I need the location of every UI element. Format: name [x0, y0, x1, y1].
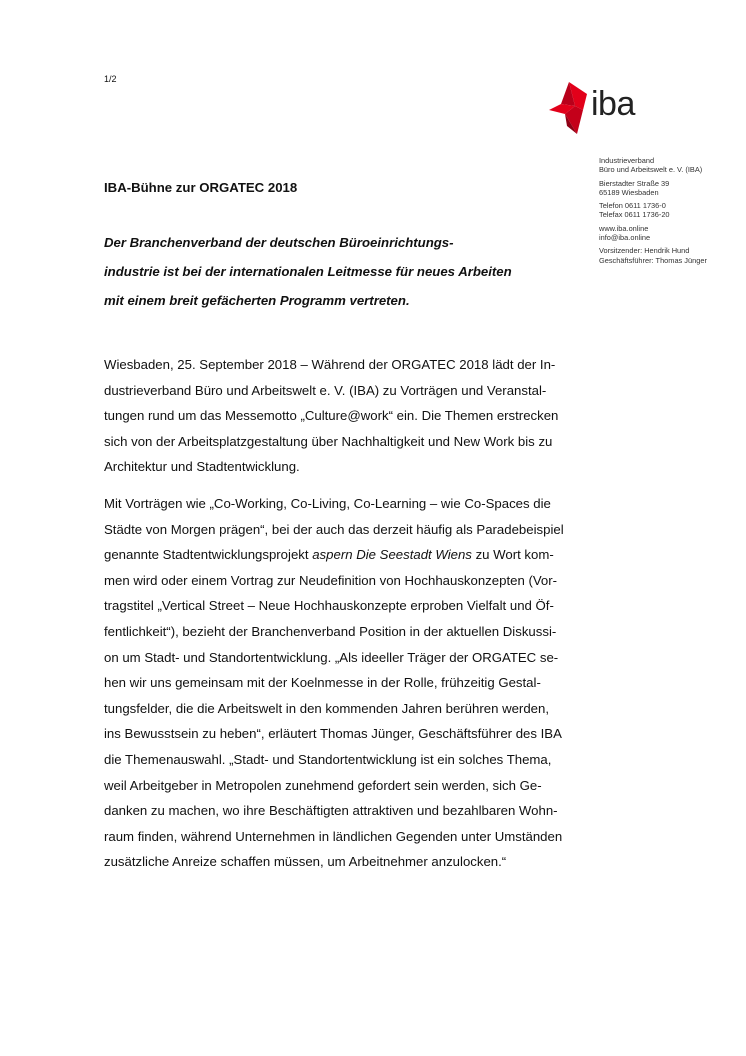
text-line: Mit Vorträgen wie „Co-Working, Co-Living, Co-Learning – wie Co-Spaces die	[104, 495, 551, 511]
website-link[interactable]: www.iba.online	[599, 223, 649, 233]
managing-director-line: Geschäftsführer: Thomas Jünger	[599, 255, 707, 265]
contact-sidebar	[599, 156, 739, 269]
document-subtitle	[104, 228, 544, 315]
text-line: weil Arbeitgeber in Metropolen zunehmend gefordert sein werden, sich Ge-	[104, 777, 542, 793]
fax-line: Telefax 0611 1736-20	[599, 210, 670, 220]
phone-block	[599, 201, 739, 220]
text-line: fentlichkeit“), bezieht der Branchenverband Position in der aktuellen Diskussi-	[104, 623, 557, 639]
text-line: hen wir uns gemeinsam mit der Koelnmesse in der Rolle, frühzeitig Gestal-	[104, 675, 541, 691]
body-text	[104, 352, 594, 886]
document-title: IBA-Bühne zur ORGATEC 2018	[104, 180, 298, 195]
text-line: raum finden, während Unternehmen in ländlichen Gegenden unter Umständen	[104, 828, 563, 844]
text-line: tragstitel „Vertical Street – Neue Hochhauskonzepte erproben Vielfalt und Öf-	[104, 598, 554, 614]
org-block	[599, 156, 739, 175]
chairman-line: Vorsitzender: Hendrik Hund	[599, 246, 690, 256]
paragraph-2	[104, 491, 594, 875]
web-block	[599, 224, 739, 243]
org-line: Industrieverband	[599, 156, 655, 165]
subtitle-line: Der Branchenverband der deutschen Büroeinrichtungs-	[104, 235, 454, 250]
org-line: Büro und Arbeitswelt e. V. (IBA)	[599, 165, 703, 175]
subtitle-line: mit einem breit gefächerten Programm vertreten.	[104, 293, 410, 308]
paragraph-1	[104, 352, 594, 480]
iba-logo-mark-icon	[547, 80, 591, 136]
project-name-emphasis: aspern Die Seestadt Wiens	[312, 547, 472, 563]
phone-line: Telefon 0611 1736-0	[599, 201, 666, 211]
text-segment: zu Wort kom-	[471, 547, 554, 563]
text-line: dustrieverband Büro und Arbeitswelt e. V. (IBA) zu Vorträgen und Veranstal-	[104, 382, 547, 398]
people-block	[599, 246, 739, 265]
text-line	[104, 542, 594, 568]
address-line: 65189 Wiesbaden	[599, 187, 659, 197]
logo-text: iba	[591, 85, 635, 123]
text-line: danken zu machen, wo ihre Beschäftigten attraktiven und bezahlbaren Wohn-	[104, 803, 558, 819]
text-line: Städte von Morgen prägen“, bei der auch das derzeit häufig als Paradebeispiel	[104, 521, 564, 537]
address-line: Bierstadter Straße 39	[599, 178, 670, 188]
text-line: sich von der Arbeitsplatzgestaltung über Nachhaltigkeit und New Work bis zu	[104, 433, 553, 449]
text-line: zusätzliche Anreize schaffen müssen, um Arbeitnehmer anzulocken.“	[104, 854, 507, 870]
text-line: tungsfelder, die die Arbeitswelt in den kommenden Jahren berühren werden,	[104, 700, 549, 716]
text-line: tungen rund um das Messemotto „Culture@work“ ein. Die Themen erstrecken	[104, 408, 559, 424]
subtitle-line: industrie ist bei der internationalen Leitmesse für neues Arbeiten	[104, 264, 512, 279]
text-line: on um Stadt- und Standortentwicklung. „Als ideeller Träger der ORGATEC se-	[104, 649, 559, 665]
text-line: men wird oder einem Vortrag zur Neudefinition von Hochhauskonzepten (Vor-	[104, 572, 558, 588]
text-line: ins Bewusstsein zu heben“, erläutert Thomas Jünger, Geschäftsführer des IBA	[104, 726, 562, 742]
text-line: die Themenauswahl. „Stadt- und Standortentwicklung ist ein solches Thema,	[104, 751, 552, 767]
page-number: 1/2	[104, 74, 117, 84]
text-line: Architektur und Stadtentwicklung.	[104, 459, 300, 475]
address-block	[599, 179, 739, 198]
text-segment: genannte Stadtentwicklungsprojekt	[104, 547, 313, 563]
email-link[interactable]: info@iba.online	[599, 233, 651, 243]
text-line: Wiesbaden, 25. September 2018 – Während der ORGATEC 2018 lädt der In-	[104, 357, 556, 372]
iba-logo	[547, 80, 647, 136]
